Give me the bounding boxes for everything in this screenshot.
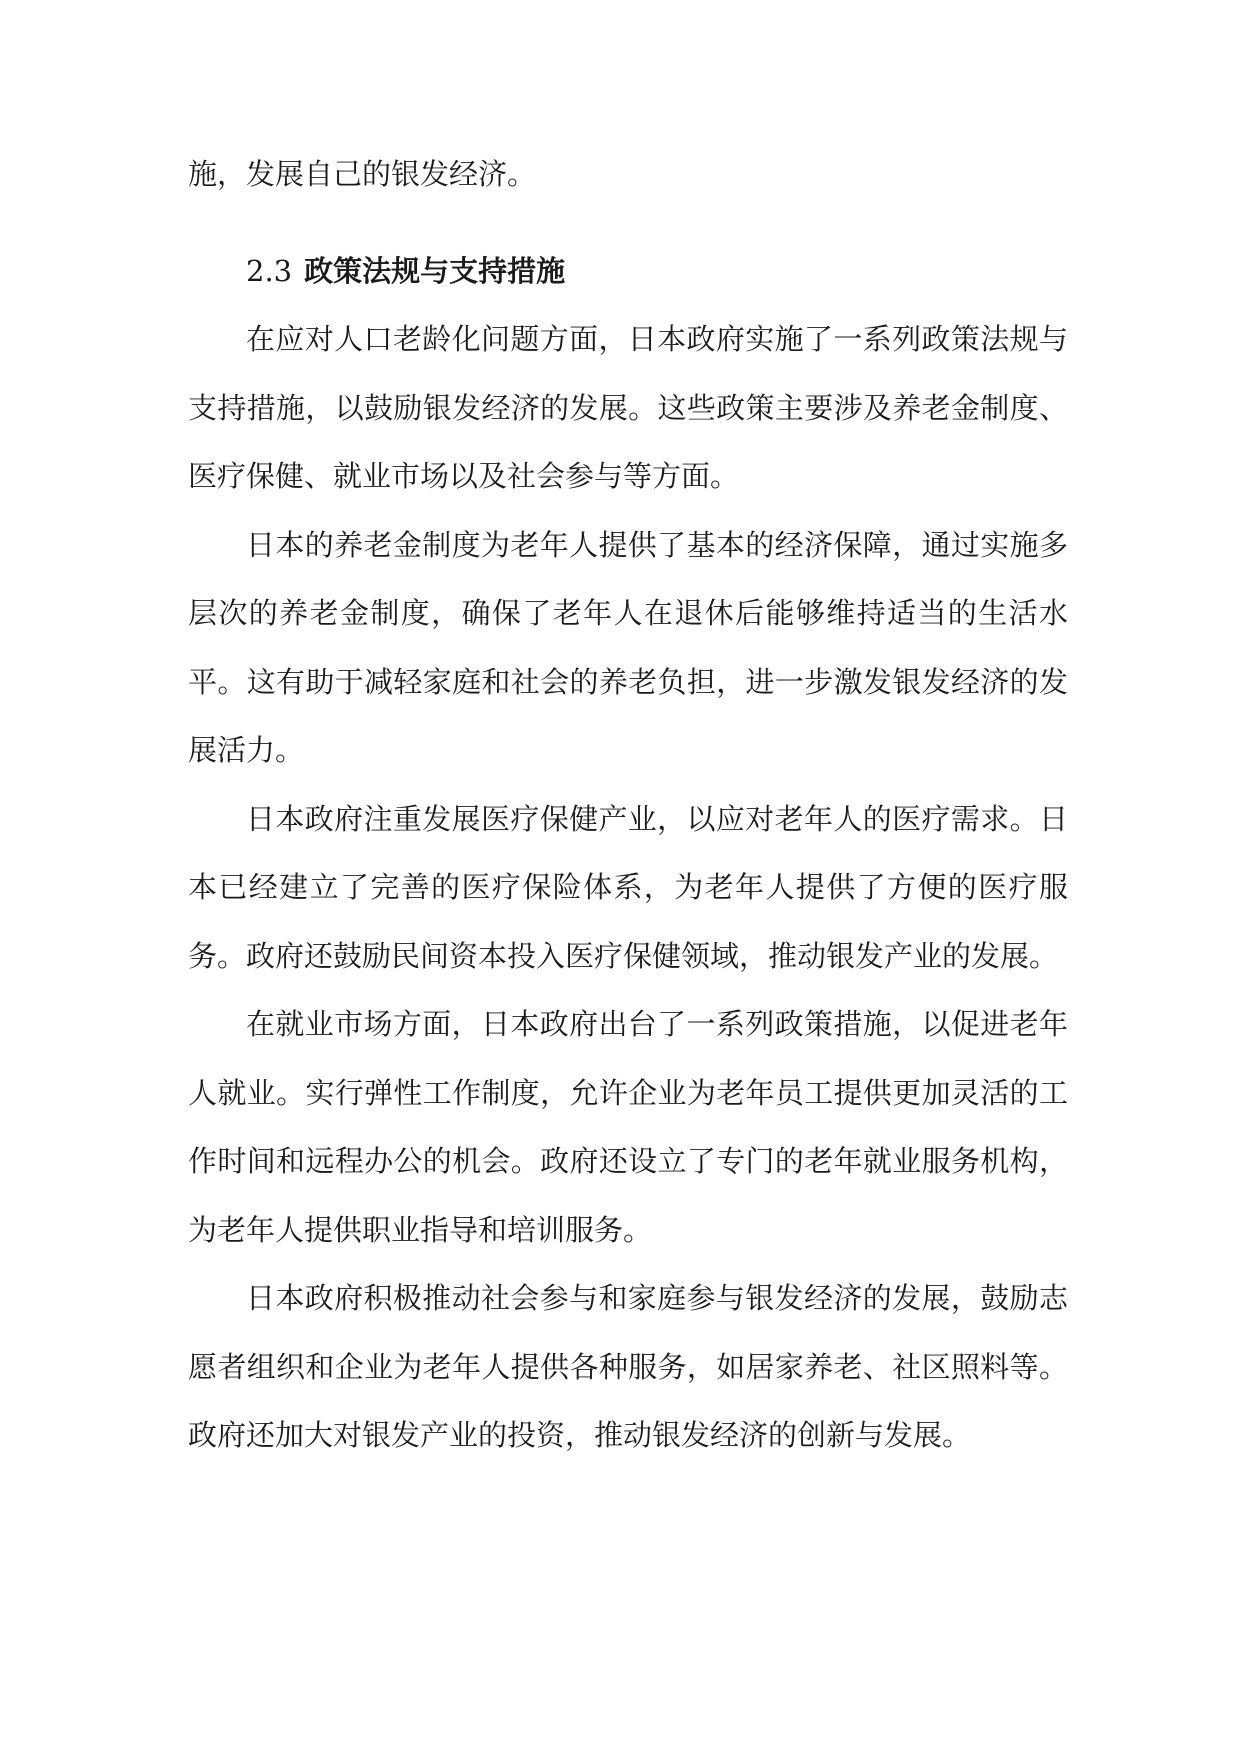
- continuation-paragraph: 施，发展自己的银发经济。: [188, 157, 537, 191]
- paragraph-employment: 在就业市场方面，日本政府出台了一系列政策措施，以促进老年人就业。实行弹性工作制度，允许企业为老年员工提供更加灵活的工作时间和远程办公的机会。政府还设立了专门的老年就业服务机构，为老年人提供职业指导和培训服务。: [188, 1007, 1068, 1247]
- paragraph-intro: 在应对人口老龄化问题方面，日本政府实施了一系列政策法规与支持措施，以鼓励银发经济的发展。这些政策主要涉及养老金制度、医疗保健、就业市场以及社会参与等方面。: [188, 322, 1068, 493]
- document-body: [188, 140, 1068, 1470]
- paragraph-healthcare: 日本政府注重发展医疗保健产业，以应对老年人的医疗需求。日本已经建立了完善的医疗保险体系，为老年人提供了方便的医疗服务。政府还鼓励民间资本投入医疗保健领域，推动银发产业的发展。: [188, 801, 1068, 973]
- paragraph-pension: 日本的养老金制度为老年人提供了基本的经济保障，通过实施多层次的养老金制度，确保了老年人在退休后能够维持适当的生活水平。这有助于减轻家庭和社会的养老负担，进一步激发银发经济的发展活力。: [188, 527, 1068, 767]
- section-heading: [188, 237, 1068, 306]
- paragraph-social-participation: 日本政府积极推动社会参与和家庭参与银发经济的发展，鼓励志愿者组织和企业为老年人提供各种服务，如居家养老、社区照料等。政府还加大对银发产业的投资，推动银发经济的创新与发展。: [188, 1281, 1068, 1452]
- section-title: 政策法规与支持措施: [304, 253, 566, 288]
- section-number: 2.3: [246, 253, 293, 288]
